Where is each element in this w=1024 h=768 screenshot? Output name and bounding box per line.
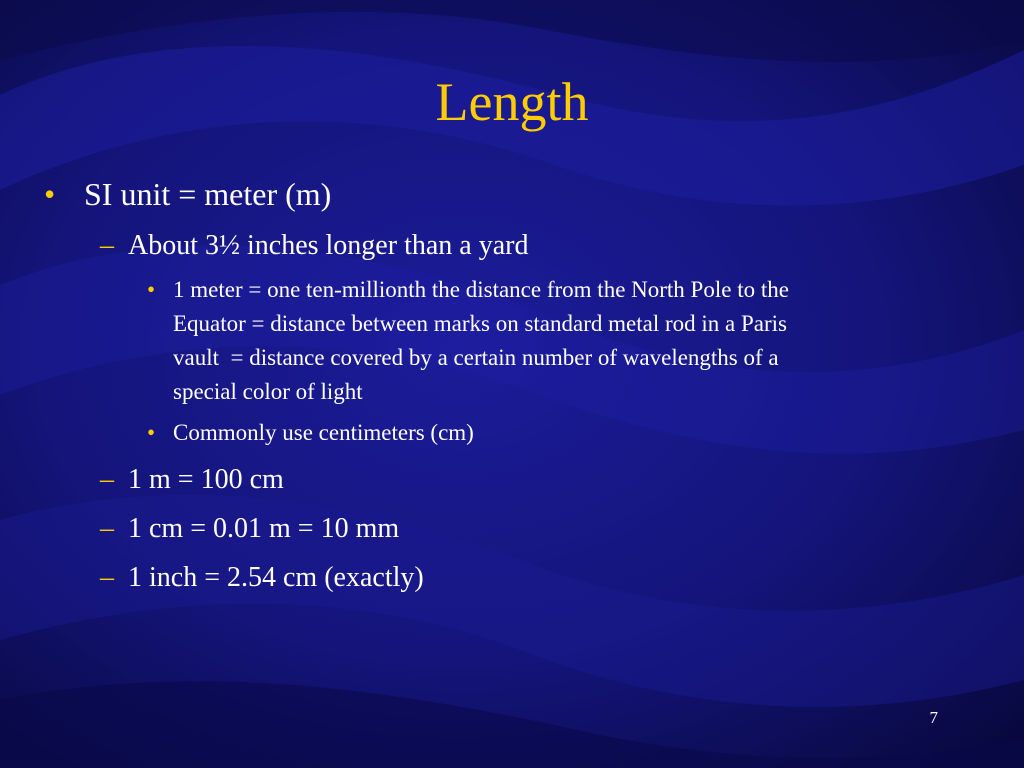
bullet-text: 1 cm = 0.01 m = 10 mm — [128, 513, 400, 544]
dash-marker: – — [100, 513, 114, 544]
meter-definition-line: 1 meter = one ten-millionth the distance from the North Pole to the — [173, 277, 789, 302]
dash-marker: – — [100, 464, 114, 495]
bullet-marker: • — [147, 420, 156, 445]
slide-title: Length — [435, 72, 589, 132]
meter-definition-line: Equator = distance between marks on standard metal rod in a Paris — [173, 311, 787, 336]
dash-marker: – — [100, 230, 114, 261]
bullet-text: 1 inch = 2.54 cm (exactly) — [128, 562, 424, 593]
bullet-marker: • — [44, 176, 56, 212]
bullet-text: About 3½ inches longer than a yard — [128, 230, 529, 261]
meter-definition-line: vault = distance covered by a certain number of wavelengths of a — [173, 345, 779, 370]
dash-marker: – — [100, 562, 114, 593]
bullet-text: Commonly use centimeters (cm) — [173, 420, 474, 445]
page-number: 7 — [929, 708, 938, 727]
meter-definition-line: special color of light — [173, 379, 363, 404]
bullet-marker: • — [147, 277, 156, 302]
bullet-text: SI unit = meter (m) — [84, 176, 332, 212]
bullet-text: 1 m = 100 cm — [128, 464, 284, 495]
meter-definition-text — [173, 273, 789, 409]
